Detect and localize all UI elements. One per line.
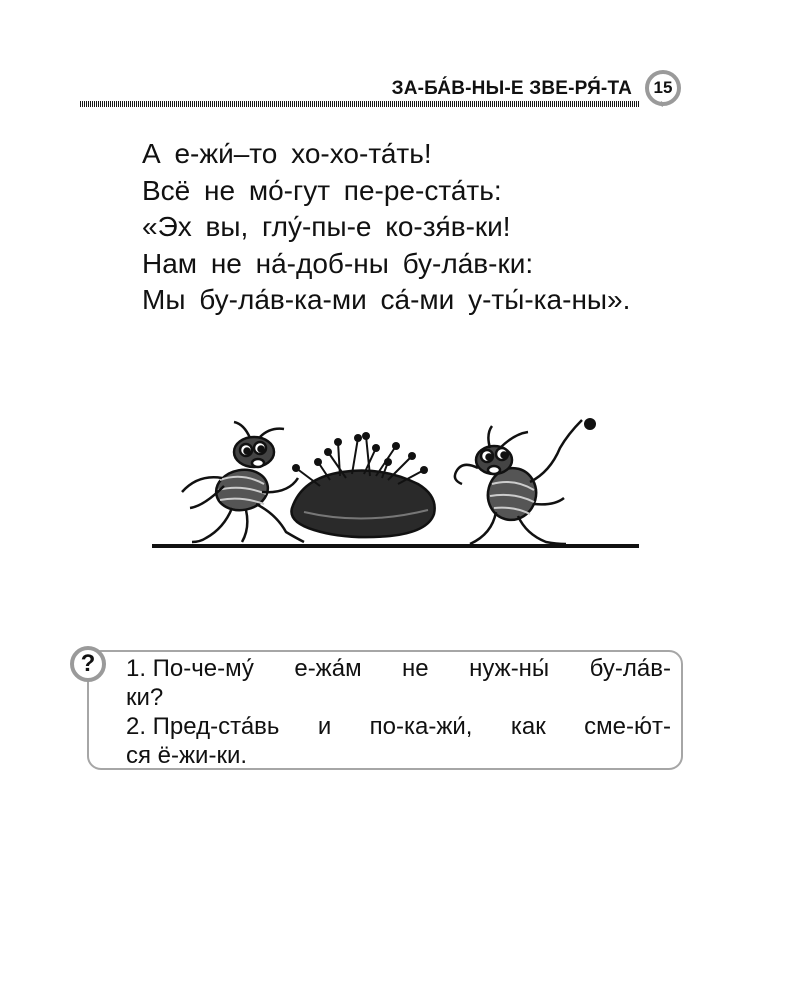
question-mark-text: ? [80,650,96,677]
question-word: 1. По-че-му́ [126,655,254,682]
question-word: бу-ла́в- [589,655,671,682]
beetles-pincushion-illustration [150,408,645,558]
question-word: нуж-ны́ [469,655,550,682]
question-mark-badge [68,644,108,684]
question-word: и [317,713,332,740]
question-text: ки? [126,684,164,711]
question-2-line-2 [126,741,671,770]
question-word: сме-ю́т- [584,713,671,740]
poem-line: Нам не на́-доб-ны бу-ла́в-ки: [142,247,534,279]
pincushion-icon [291,432,434,537]
poem-line: А е-жи́–то хо-хо-та́ть! [142,138,432,169]
beetles-pincushion-illustration-icon [150,408,645,558]
question-word: по-ка-жи́, [369,713,473,740]
question-word: 2. Пред-ста́вь [126,713,280,740]
running-title: ЗА-БА́В-НЫ-Е ЗВЕ-РЯ́-ТА [391,78,632,99]
right-beetle-icon [455,418,596,544]
poem-line: Всё не мо́-гут пе-ре-ста́ть: [142,174,502,206]
question-2-line-1 [126,712,671,741]
page-header [0,0,800,120]
question-text: ся ё-жи-ки. [126,742,248,769]
poem [142,136,702,319]
question-word: е-жа́м [294,655,362,682]
question-word: как [510,713,546,740]
questions-list [126,654,671,770]
poem-line: Мы бу-ла́в-ка-ми са́-ми у-ты́-ка-ны». [142,284,631,315]
question-1-line-2 [126,683,671,712]
header-rule [80,101,640,107]
left-beetle-icon [182,422,304,542]
question-word: не [402,655,429,682]
page-number-badge [643,68,683,108]
question-1-line-1 [126,654,671,683]
poem-line: «Эх вы, глу́-пы-е ко-зя́в-ки! [142,211,511,242]
page-number: 15 [653,78,673,97]
